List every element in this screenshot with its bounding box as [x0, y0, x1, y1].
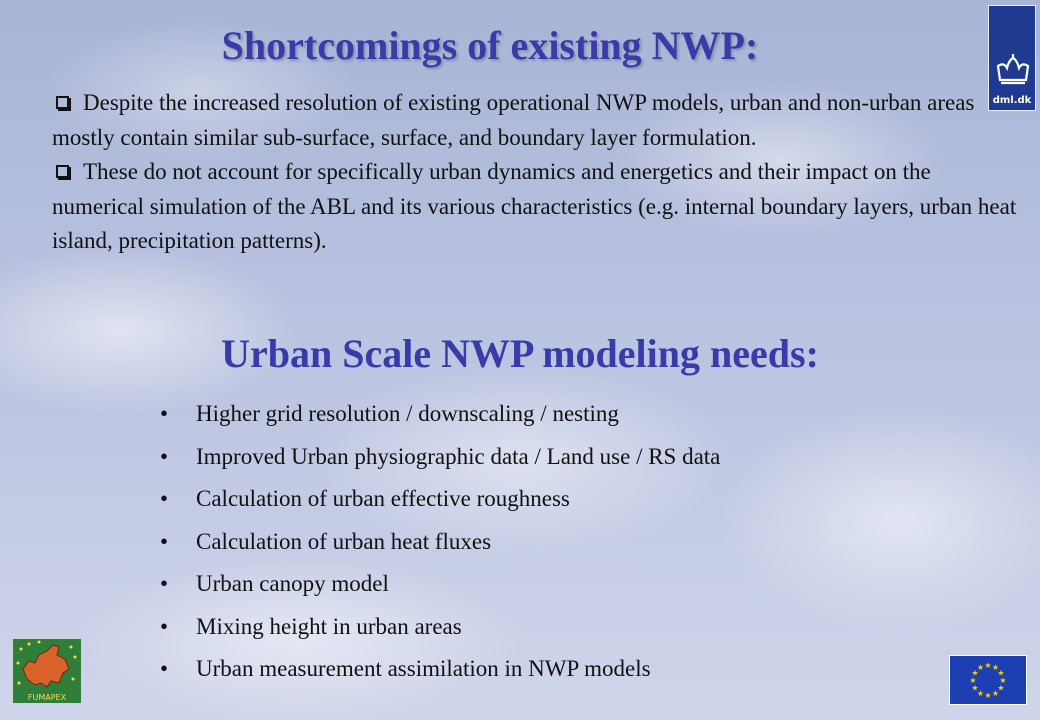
- eu-star-icon: ★: [991, 663, 1000, 672]
- list-item: [160, 524, 720, 567]
- needs-list: [160, 396, 720, 694]
- eu-star-icon: ★: [969, 676, 977, 685]
- eu-star-icon: ★: [991, 689, 1000, 698]
- list-item-text: Urban measurement assimilation in NWP models: [196, 656, 651, 681]
- intro-text: [52, 86, 1027, 259]
- checkbox-bullet-icon: [56, 165, 69, 178]
- list-item-text: Calculation of urban heat fluxes: [196, 528, 492, 554]
- list-item-text: Urban canopy model: [196, 571, 389, 596]
- crown-icon: [995, 54, 1031, 88]
- list-item-text: Calculation of urban effective roughness: [196, 486, 570, 511]
- checkbox-bullet-icon: [56, 96, 69, 109]
- list-item-text: Mixing height in urban areas: [196, 613, 462, 639]
- eu-star-icon: ★: [997, 668, 1005, 678]
- dmi-logo-text: dml.dk: [992, 95, 1032, 106]
- intro-paragraph-1: [52, 86, 1027, 155]
- bullet-icon: •: [160, 486, 169, 511]
- slide-title: Shortcomings of existing NWP:: [221, 23, 759, 68]
- list-item: [160, 439, 720, 482]
- bullet-icon: •: [160, 571, 169, 596]
- intro-paragraph-2: [52, 155, 1027, 259]
- list-item: [160, 396, 720, 439]
- eu-star-icon: ★: [971, 683, 979, 693]
- eu-star-icon: ★: [976, 663, 985, 672]
- eu-stars: [950, 656, 1026, 704]
- bullet-icon: •: [160, 656, 169, 681]
- list-item: [160, 481, 720, 524]
- bullet-icon: •: [160, 401, 169, 426]
- list-item-text: Higher grid resolution / downscaling / nesting: [196, 401, 619, 426]
- eu-star-icon: ★: [984, 691, 992, 700]
- list-item: [160, 651, 720, 694]
- intro-paragraph-2-text: These do not account for specifically urban dynamics and energetics and their impact on the numerical simulation of the ABL and its various characteristics (e.g. internal boundary layers, urban heat island, precipitation patterns).: [52, 159, 1017, 254]
- list-item-text: Improved Urban physiographic data / Land use / RS data: [196, 443, 721, 469]
- bullet-icon: •: [160, 613, 169, 639]
- needs-heading: Urban Scale NWP modeling needs:: [221, 331, 819, 376]
- europe-map-icon: [13, 639, 81, 693]
- eu-star-icon: ★: [997, 683, 1005, 693]
- bullet-icon: •: [160, 443, 169, 469]
- fumapex-logo: [12, 638, 82, 704]
- bullet-icon: •: [160, 528, 169, 554]
- intro-paragraph-1-text: Despite the increased resolution of existing operational NWP models, urban and non-urban areas mostly contain similar sub-surface, surface, and boundary layer formulation.: [52, 90, 975, 150]
- list-item: [160, 609, 720, 652]
- eu-star-icon: ★: [984, 661, 992, 670]
- list-item: [160, 566, 720, 609]
- eu-star-icon: ★: [976, 689, 985, 698]
- eu-flag-icon: [949, 655, 1027, 705]
- fumapex-logo-text: FUMAPEX: [27, 693, 67, 702]
- eu-star-icon: ★: [999, 676, 1007, 685]
- eu-star-icon: ★: [971, 668, 979, 678]
